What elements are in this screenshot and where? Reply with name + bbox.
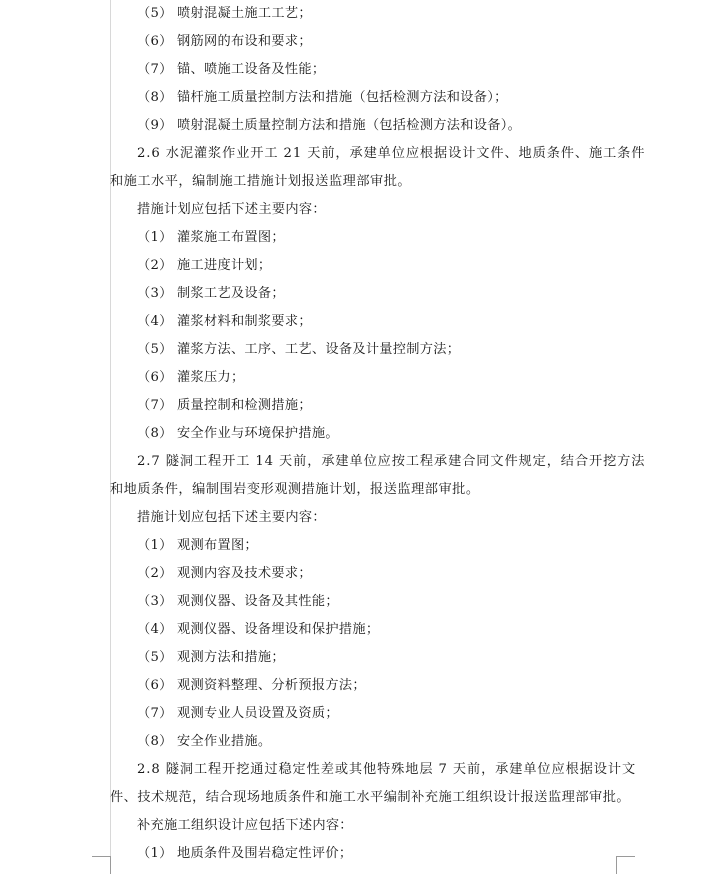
- list-item-number: （1）: [137, 846, 173, 861]
- list-item-text: 观测资料整理、分析预报方法；: [177, 678, 366, 693]
- list-item: [110, 728, 642, 756]
- section-lead-in: 措施计划应包括下述主要内容：: [137, 510, 326, 525]
- paragraph-line: 2.8 隧洞工程开挖通过稳定性差或其他特殊地层 7 天前，承建单位应根据设计文: [137, 762, 637, 777]
- list-item: [110, 644, 642, 672]
- list-item-text: 制浆工艺及设备；: [177, 286, 285, 301]
- list-item-text: 施工进度计划；: [177, 258, 272, 273]
- list-item: [110, 336, 642, 364]
- list-item-text: 灌浆方法、工序、工艺、设备及计量控制方法；: [177, 342, 461, 357]
- list-item-number: （5）: [137, 650, 173, 665]
- list-item-text: 钢筋网的布设和要求；: [177, 34, 312, 49]
- list-item: [110, 252, 642, 280]
- list-item: [110, 532, 642, 560]
- list-item-number: （9）: [137, 118, 173, 133]
- paragraph-line: 2.6 水泥灌浆作业开工 21 天前，承建单位应根据设计文件、地质条件、施工条件: [137, 146, 646, 161]
- section-lead-in: 补充施工组织设计应包括下述内容：: [137, 818, 353, 833]
- list-item-number: （5）: [137, 6, 173, 21]
- list-item-number: （4）: [137, 314, 173, 329]
- list-item: [110, 280, 642, 308]
- list-item-number: （1）: [137, 538, 173, 553]
- list-item-number: （6）: [137, 34, 173, 49]
- list-item-text: 观测布置图；: [177, 538, 258, 553]
- list-item: [110, 0, 642, 28]
- list-item-number: （1）: [137, 230, 173, 245]
- list-item-text: 灌浆施工布置图；: [177, 230, 285, 245]
- list-item: [110, 112, 642, 140]
- list-item: [110, 84, 642, 112]
- list-item-text: 喷射混凝土施工工艺；: [177, 6, 312, 21]
- list-item-number: （3）: [137, 594, 173, 609]
- list-item-text: 观测内容及技术要求；: [177, 566, 312, 581]
- list-item-text: 灌浆材料和制浆要求；: [177, 314, 312, 329]
- list-item-number: （5）: [137, 342, 173, 357]
- list-item-number: （8）: [137, 90, 173, 105]
- list-item: [110, 672, 642, 700]
- list-item-text: 安全作业措施。: [177, 734, 272, 749]
- list-item: [110, 700, 642, 728]
- list-item-number: （7）: [137, 398, 173, 413]
- list-item-number: （7）: [137, 706, 173, 721]
- section-lead-in: 措施计划应包括下述主要内容：: [137, 202, 326, 217]
- list-item-text: 观测专业人员设置及资质；: [177, 706, 339, 721]
- list-item-text: 锚、喷施工设备及性能；: [177, 62, 326, 77]
- list-item: [110, 420, 642, 448]
- list-item: [110, 616, 642, 644]
- list-item-number: （6）: [137, 678, 173, 693]
- list-item-text: 地质条件及围岩稳定性评价；: [177, 846, 353, 861]
- list-item-text: 质量控制和检测措施；: [177, 398, 312, 413]
- list-item-number: （4）: [137, 622, 173, 637]
- list-item: [110, 56, 642, 84]
- list-item: [110, 840, 642, 868]
- list-item-number: （2）: [137, 566, 173, 581]
- list-item-text: 观测仪器、设备埋设和保护措施；: [177, 622, 380, 637]
- margin-corner-mark-left: [92, 856, 111, 857]
- list-item: [110, 392, 642, 420]
- list-item-text: 喷射混凝土质量控制方法和措施（包括检测方法和设备）。: [177, 118, 522, 133]
- list-item: [110, 364, 642, 392]
- list-item: [110, 224, 642, 252]
- list-item: [110, 308, 642, 336]
- paragraph-line: 和施工水平，编制施工措施计划报送监理部审批。: [110, 174, 412, 189]
- list-item-number: （6）: [137, 370, 173, 385]
- list-item-number: （7）: [137, 62, 173, 77]
- paragraph-line: 和地质条件，编制围岩变形观测措施计划，报送监理部审批。: [110, 482, 480, 497]
- list-item-text: 锚杆施工质量控制方法和措施（包括检测方法和设备）；: [177, 90, 508, 105]
- paragraph-line: 2.7 隧洞工程开工 14 天前，承建单位应按工程承建合同文件规定，结合开挖方法: [137, 454, 646, 469]
- list-item-number: （3）: [137, 286, 173, 301]
- list-item: [110, 560, 642, 588]
- list-item-text: 灌浆压力；: [177, 370, 245, 385]
- list-item-text: 观测仪器、设备及其性能；: [177, 594, 339, 609]
- paragraph-line: 件、技术规范，结合现场地质条件和施工水平编制补充施工组织设计报送监理部审批。: [110, 790, 631, 805]
- list-item: [110, 588, 642, 616]
- list-item: [110, 28, 642, 56]
- list-item-number: （8）: [137, 426, 173, 441]
- list-item-text: 安全作业与环境保护措施。: [177, 426, 339, 441]
- document-body: [110, 0, 646, 868]
- list-item-number: （2）: [137, 258, 173, 273]
- list-item-text: 观测方法和措施；: [177, 650, 285, 665]
- list-item-number: （8）: [137, 734, 173, 749]
